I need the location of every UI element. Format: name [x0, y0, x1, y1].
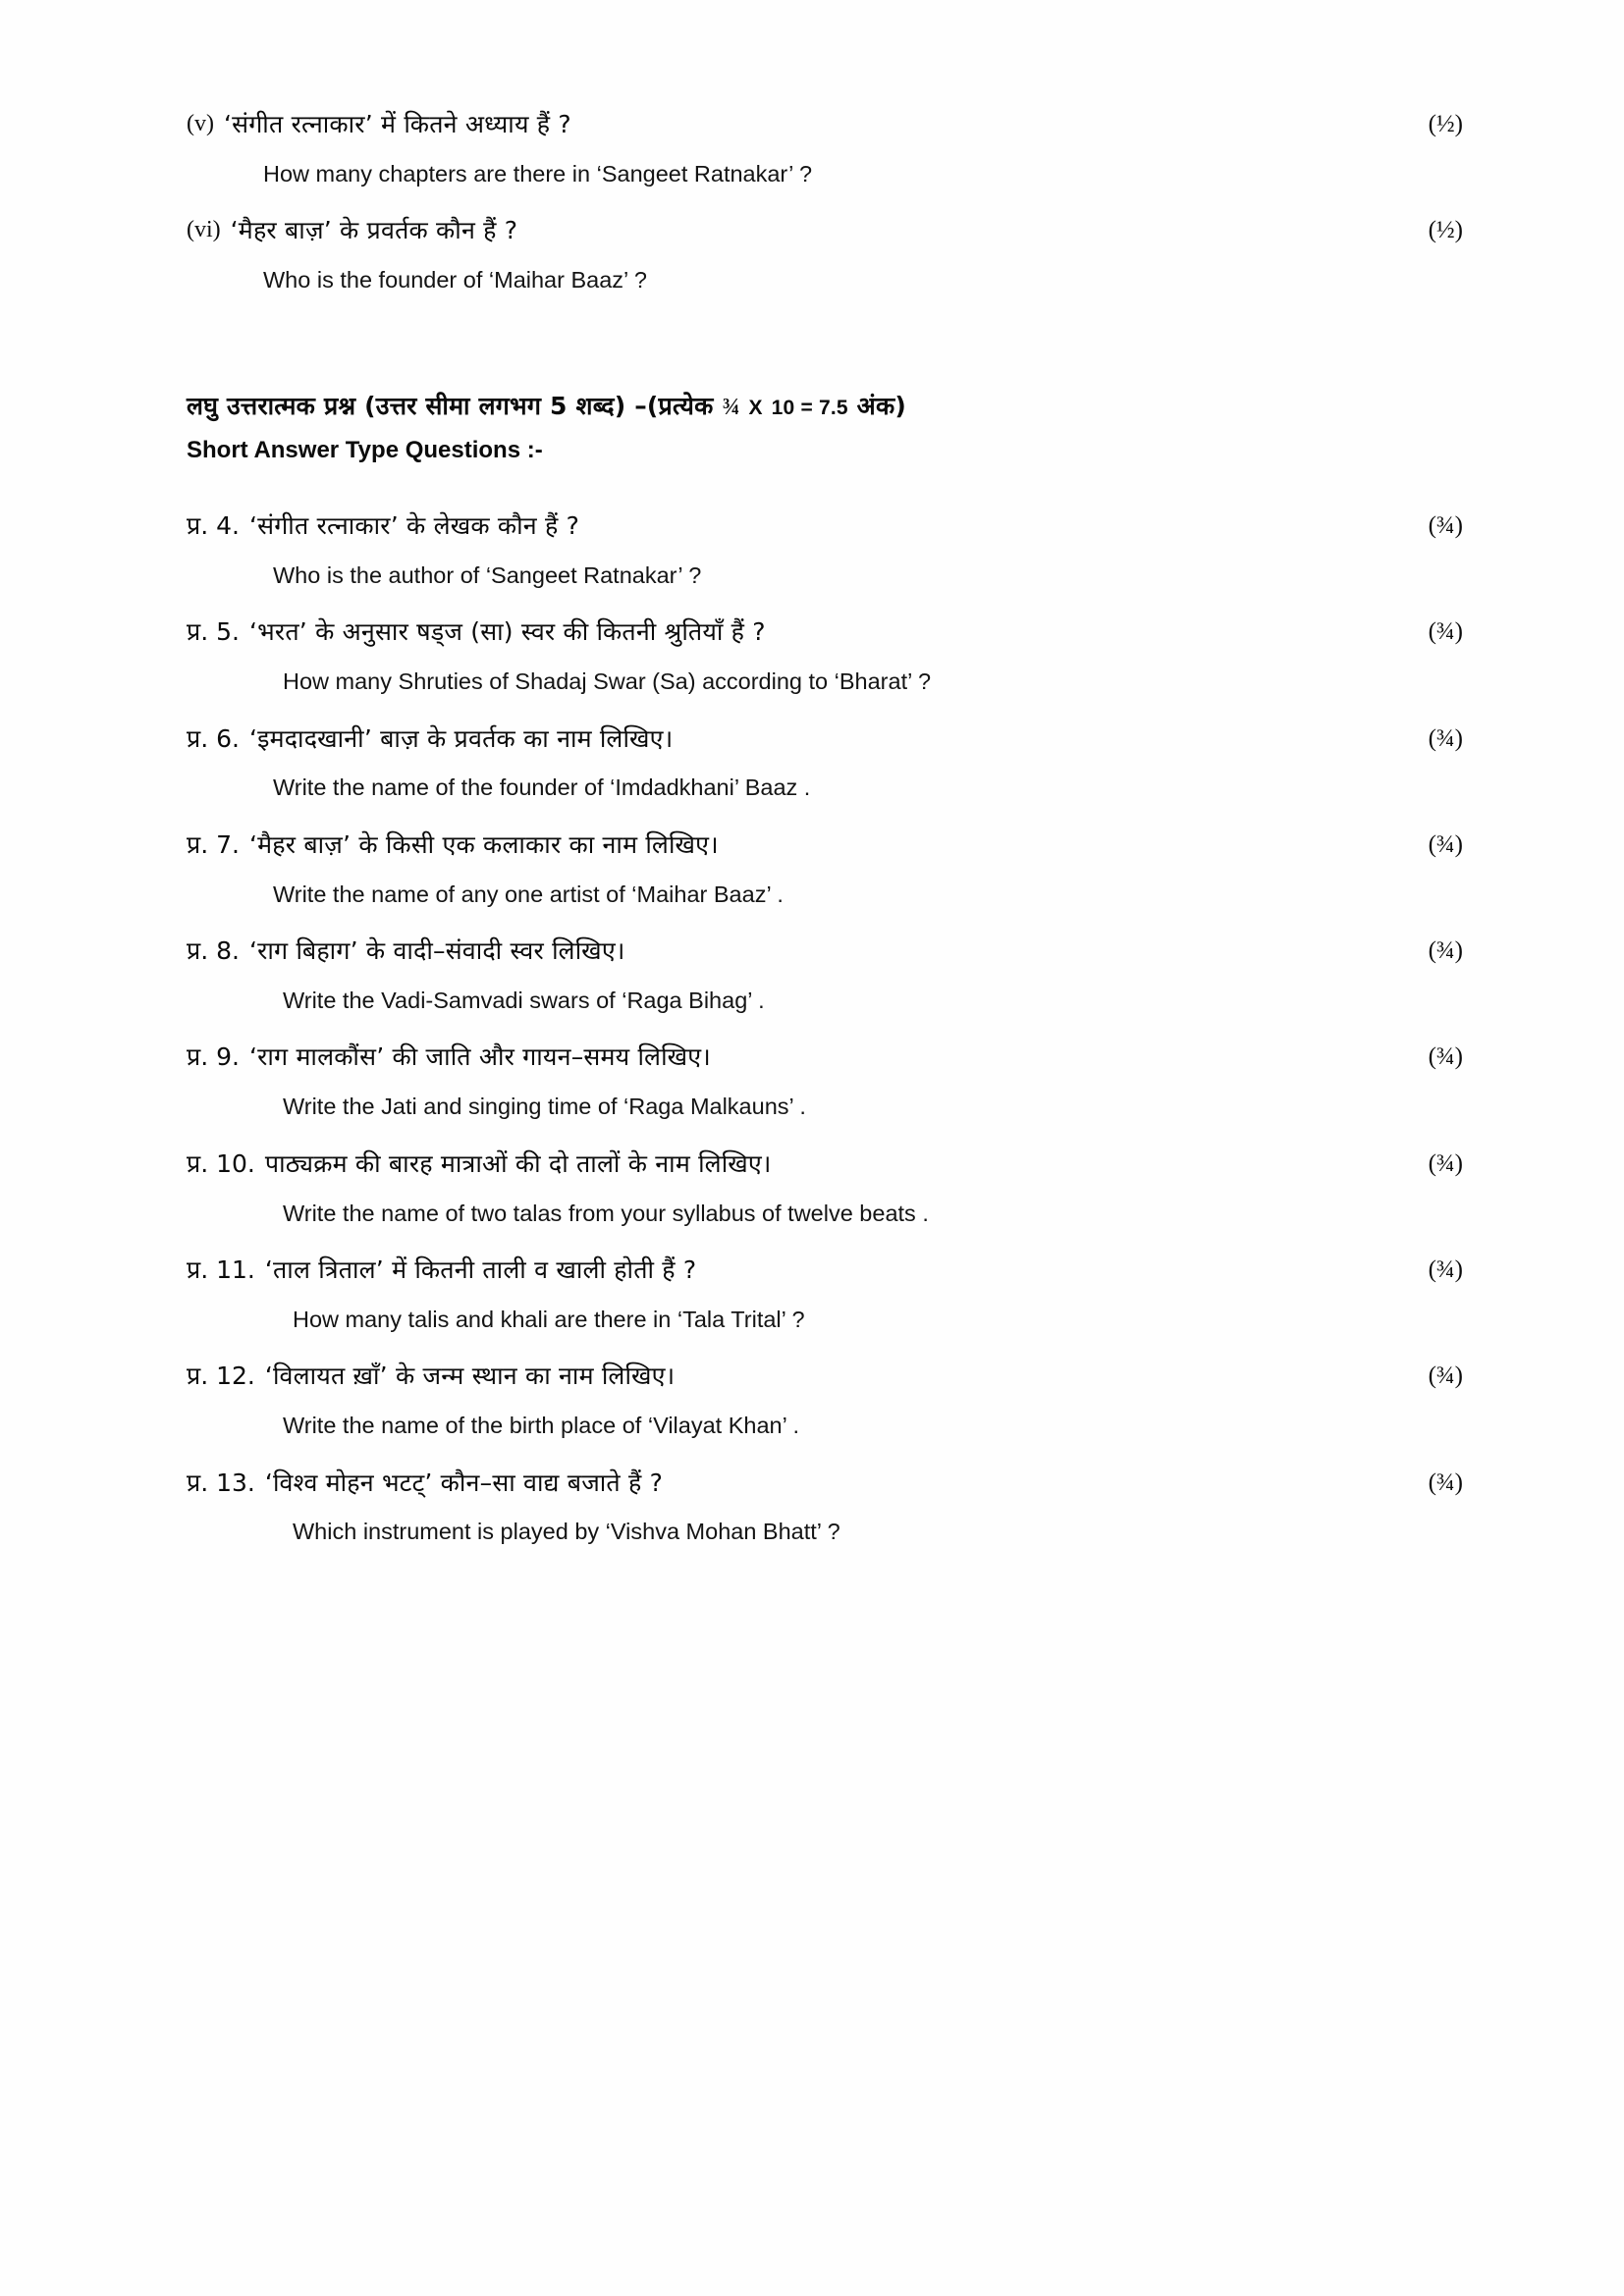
question-item	[187, 828, 1463, 862]
question-marks: (½)	[1428, 217, 1463, 244]
question-item	[187, 1360, 1463, 1393]
question-text-hindi: ‘विलायत ख़ाँ’ के जन्म स्थान का नाम लिखिए।	[264, 1362, 676, 1391]
question-text-hindi: ‘ताल त्रिताल’ में कितनी ताली व खाली होती हैं ?	[264, 1255, 697, 1285]
question-text-hindi: पाठ्यक्रम की बारह मात्राओं की दो तालों के नाम लिखिए।	[264, 1148, 772, 1178]
question-text-english: Write the name of two talas from your syllabus of twelve beats .	[283, 1200, 929, 1226]
question-text-english: Write the name of any one artist of ‘Maihar Baaz’ .	[273, 881, 784, 907]
question-number: प्र. 6.	[187, 723, 240, 753]
question-text-hindi: ‘इमदादखानी’ बाज़ के प्रवर्तक का नाम लिखिए।	[248, 723, 674, 753]
question-marks: (¾)	[1428, 1149, 1463, 1177]
question-marks: (½)	[1428, 111, 1463, 137]
question-marks: (¾)	[1428, 1362, 1463, 1390]
question-marks: (¾)	[1428, 830, 1463, 858]
question-marks: (¾)	[1428, 937, 1463, 965]
spacer	[187, 909, 1463, 934]
question-text-english: Write the name of the founder of ‘Imdadkhani’ Baaz .	[273, 774, 811, 801]
spacer	[187, 1015, 1463, 1041]
question-number: प्र. 12.	[187, 1362, 255, 1391]
spacer	[187, 1122, 1463, 1148]
question-item	[187, 1254, 1463, 1287]
question-text-hindi: ‘मैहर बाज़’ के प्रवर्तक कौन हैं ?	[230, 216, 518, 245]
section-subheading: Short Answer Type Questions :-	[187, 436, 543, 463]
section-heading-multiplier: X	[748, 396, 763, 419]
question-item	[187, 615, 1463, 649]
question-number: प्र. 10.	[187, 1148, 255, 1178]
question-text-hindi: ‘संगीत रत्नाकार’ में कितने अध्याय हैं ?	[223, 110, 571, 138]
section-heading-hindi-part1: लघु उत्तरात्मक प्रश्न (उत्तर सीमा लगभग 5 शब्द) –(प्रत्येक	[187, 391, 714, 420]
question-item	[187, 509, 1463, 543]
question-number: (vi)	[187, 217, 221, 243]
question-number: प्र. 11.	[187, 1255, 255, 1285]
question-number: प्र. 8.	[187, 936, 240, 966]
question-item	[187, 1041, 1463, 1074]
question-marks: (¾)	[1428, 618, 1463, 646]
question-text-english: Which instrument is played by ‘Vishva Mohan Bhatt’ ?	[293, 1519, 840, 1545]
question-number: प्र. 13.	[187, 1468, 255, 1497]
question-marks: (¾)	[1428, 511, 1463, 539]
question-text-english: How many talis and khali are there in ‘Tala Trital’ ?	[293, 1306, 805, 1332]
question-text-english: Who is the founder of ‘Maihar Baaz’ ?	[263, 267, 647, 294]
question-item	[187, 934, 1463, 968]
question-text-english: How many chapters are there in ‘Sangeet Ratnakar’ ?	[263, 160, 813, 187]
question-text-hindi: ‘संगीत रत्नाकार’ के लेखक कौन हैं ?	[248, 510, 580, 540]
question-text-hindi: ‘राग बिहाग’ के वादी–संवादी स्वर लिखिए।	[248, 936, 625, 966]
page-content	[187, 108, 1463, 1547]
question-item	[187, 214, 1463, 247]
spacer	[187, 803, 1463, 828]
question-text-hindi: ‘भरत’ के अनुसार षड्ज (सा) स्वर की कितनी श्रुतियाँ हैं ?	[248, 617, 766, 647]
question-item	[187, 722, 1463, 756]
question-marks: (¾)	[1428, 1468, 1463, 1496]
question-number: प्र. 5.	[187, 617, 240, 647]
section-heading-equation: 10 = 7.5	[771, 396, 848, 419]
question-text-english: Write the Jati and singing time of ‘Raga Malkauns’ .	[283, 1094, 806, 1120]
question-item	[187, 1148, 1463, 1181]
spacer	[187, 590, 1463, 615]
question-marks: (¾)	[1428, 724, 1463, 752]
question-number: (v)	[187, 111, 214, 136]
spacer	[187, 295, 1463, 390]
question-text-hindi: ‘राग मालकौंस’ की जाति और गायन–समय लिखिए।	[248, 1042, 711, 1072]
section-heading	[187, 390, 1463, 423]
spacer	[187, 1334, 1463, 1360]
question-marks: (¾)	[1428, 1043, 1463, 1071]
spacer	[187, 1441, 1463, 1467]
question-text-english: Who is the author of ‘Sangeet Ratnakar’ ?	[273, 561, 702, 588]
spacer	[187, 188, 1463, 214]
question-item	[187, 1467, 1463, 1500]
question-number: प्र. 7.	[187, 829, 240, 859]
question-text-english: Write the name of the birth place of ‘Vilayat Khan’ .	[283, 1413, 799, 1439]
section-heading-fraction: ¾	[722, 394, 740, 420]
section-heading-hindi-part2: अंक)	[856, 391, 906, 420]
question-text-hindi: ‘विश्व मोहन भटट्’ कौन–सा वाद्य बजाते हैं ?	[264, 1468, 664, 1497]
question-marks: (¾)	[1428, 1256, 1463, 1284]
spacer	[187, 464, 1463, 509]
question-text-english: How many Shruties of Shadaj Swar (Sa) according to ‘Bharat’ ?	[283, 668, 932, 695]
spacer	[187, 1228, 1463, 1254]
question-text-english: Write the Vadi-Samvadi swars of ‘Raga Bihag’ .	[283, 987, 765, 1013]
question-text-hindi: ‘मैहर बाज़’ के किसी एक कलाकार का नाम लिखिए।	[248, 829, 719, 859]
spacer	[187, 697, 1463, 722]
question-item	[187, 108, 1463, 141]
question-number: प्र. 4.	[187, 510, 240, 540]
question-number: प्र. 9.	[187, 1042, 240, 1072]
